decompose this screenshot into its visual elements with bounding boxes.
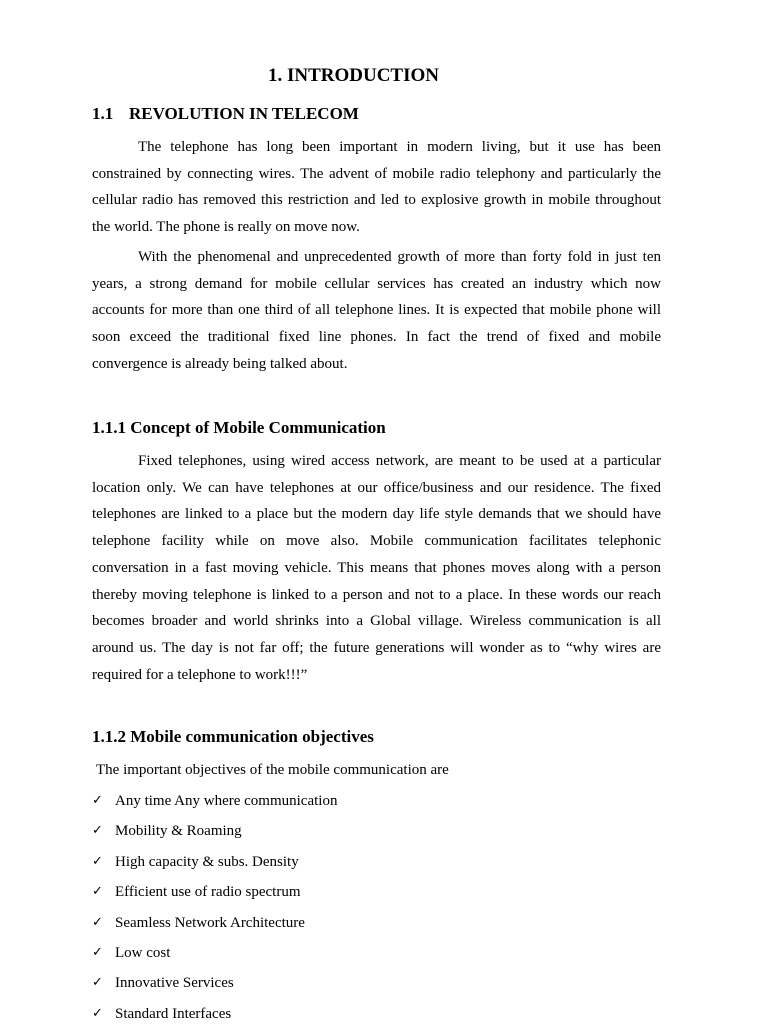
paragraph-text: The telephone has long been important in modern living, but it use has been constrained by connecting wires. The advent of mobile radio telephony and particularly the cellular radio has removed this restriction and led to explosive growth in mobile throughout the world. The phone is really on move now. — [92, 139, 661, 236]
list-item-text: Innovative Services — [115, 975, 234, 992]
list-item — [92, 820, 337, 850]
list-item — [92, 1003, 337, 1033]
section-title: REVOLUTION IN TELECOM — [129, 104, 359, 123]
section-number: 1.1 — [92, 104, 114, 123]
paragraph — [92, 448, 661, 688]
checkmark-icon: ✓ — [92, 853, 103, 869]
objectives-list — [92, 790, 337, 1033]
list-item — [92, 851, 337, 881]
section-heading — [92, 103, 359, 125]
list-item — [92, 912, 337, 942]
list-item-text: Any time Any where communication — [115, 793, 338, 809]
list-item-text: High capacity & subs. Density — [115, 853, 299, 870]
list-item-text: Low cost — [115, 944, 171, 961]
paragraph-text: With the phenomenal and unprecedented growth of more than forty fold in just ten years, a strong demand for mobile cellular services has created an industry which now accounts for more than one third of all telephone lines. It is expected that mobile phone will soon exceed the traditional fixed line phones. In fact the trend of fixed and mobile convergence is already being talked about. — [92, 249, 661, 372]
list-item — [92, 942, 337, 972]
paragraph-text: Fixed telephones, using wired access network, are meant to be used at a particular location only. We can have telephones at our office/business and our residence. The fixed telephones are linked to a place but the modern day life style demands that we should have telephone facility while on move also. Mobile communication facilitates telephonic conversation in a fast moving vehicle. This means that phones moves along with a person thereby moving telephone is linked to a person and not to a place. In these words our reach becomes broader and world shrinks into a Global village. Wireless communication is all around us. The day is not far off; the future generations will wonder as to “why wires are required for a telephone to work!!!” — [92, 453, 661, 683]
checkmark-icon: ✓ — [92, 1005, 103, 1021]
checkmark-icon: ✓ — [92, 823, 103, 839]
list-item-text: Mobility & Roaming — [115, 823, 242, 840]
subsection-title: 1.1.1 Concept of Mobile Communication — [92, 418, 386, 437]
checkmark-icon: ✓ — [92, 944, 103, 960]
paragraph — [92, 134, 661, 241]
list-item-text: Seamless Network Architecture — [115, 914, 305, 931]
list-item-text: Efficient use of radio spectrum — [115, 884, 301, 901]
checkmark-icon: ✓ — [92, 914, 103, 930]
list-item — [92, 790, 337, 820]
objectives-intro: The important objectives of the mobile communication are — [96, 762, 449, 778]
list-item — [92, 881, 337, 911]
list-item-text: Standard Interfaces — [115, 1005, 232, 1022]
chapter-title: 1. INTRODUCTION — [267, 65, 440, 86]
list-item — [92, 972, 337, 1002]
checkmark-icon: ✓ — [92, 793, 103, 808]
paragraph — [92, 244, 661, 378]
subsection-title: 1.1.2 Mobile communication objectives — [92, 727, 374, 746]
checkmark-icon: ✓ — [92, 884, 103, 900]
checkmark-icon: ✓ — [92, 975, 103, 991]
